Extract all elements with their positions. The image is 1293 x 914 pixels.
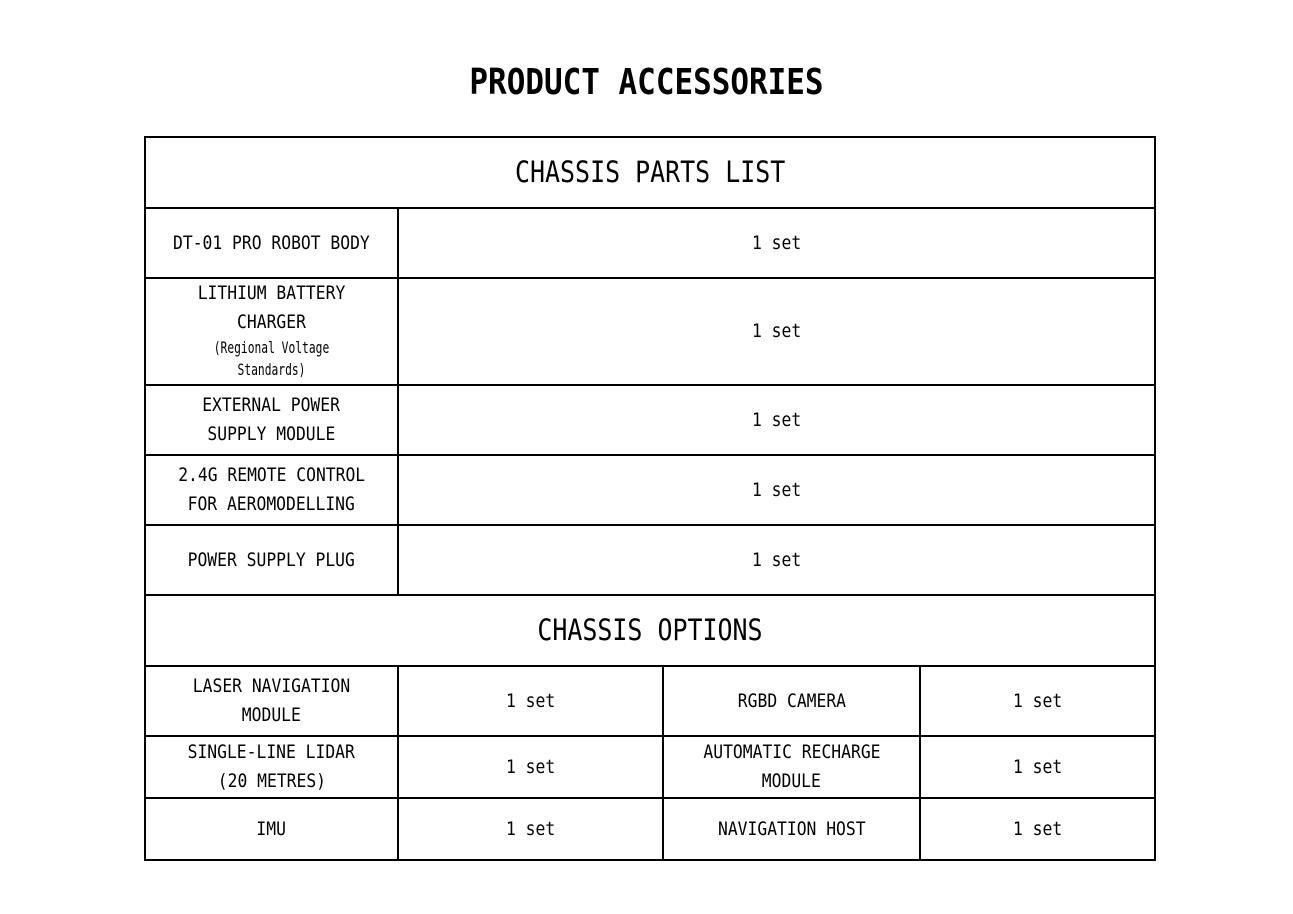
part-note: (Regional Voltage Standards) xyxy=(213,338,330,379)
options-heading: CHASSIS OPTIONS xyxy=(145,595,1155,666)
option-quantity: 1 set xyxy=(398,736,663,798)
table-row xyxy=(145,736,1155,798)
page-title: PRODUCT ACCESSORIES xyxy=(469,62,824,103)
option-quantity: 1 set xyxy=(920,666,1155,736)
option-name: LASER NAVIGATION MODULE xyxy=(145,666,398,736)
part-quantity: 1 set xyxy=(398,385,1155,455)
table-row xyxy=(145,385,1155,455)
option-name: IMU xyxy=(145,798,398,860)
part-name: 2.4G REMOTE CONTROL FOR AEROMODELLING xyxy=(145,455,398,525)
table-row xyxy=(145,278,1155,385)
part-name: DT-01 PRO ROBOT BODY xyxy=(145,208,398,278)
option-name: AUTOMATIC RECHARGE MODULE xyxy=(663,736,920,798)
option-name: RGBD CAMERA xyxy=(663,666,920,736)
part-name: LITHIUM BATTERY CHARGER (Regional Voltage Standards) xyxy=(145,278,398,385)
option-quantity: 1 set xyxy=(920,736,1155,798)
table-row xyxy=(145,525,1155,595)
parts-list-heading: CHASSIS PARTS LIST xyxy=(145,137,1155,208)
part-quantity: 1 set xyxy=(398,208,1155,278)
part-quantity: 1 set xyxy=(398,278,1155,385)
part-quantity: 1 set xyxy=(398,525,1155,595)
table-row xyxy=(145,798,1155,860)
table-row xyxy=(145,666,1155,736)
accessories-table xyxy=(144,136,1156,861)
part-name: POWER SUPPLY PLUG xyxy=(145,525,398,595)
option-name: SINGLE-LINE LIDAR (20 METRES) xyxy=(145,736,398,798)
option-quantity: 1 set xyxy=(398,666,663,736)
option-quantity: 1 set xyxy=(920,798,1155,860)
part-quantity: 1 set xyxy=(398,455,1155,525)
option-quantity: 1 set xyxy=(398,798,663,860)
option-name: NAVIGATION HOST xyxy=(663,798,920,860)
table-row xyxy=(145,208,1155,278)
part-name: EXTERNAL POWER SUPPLY MODULE xyxy=(145,385,398,455)
table-row xyxy=(145,455,1155,525)
